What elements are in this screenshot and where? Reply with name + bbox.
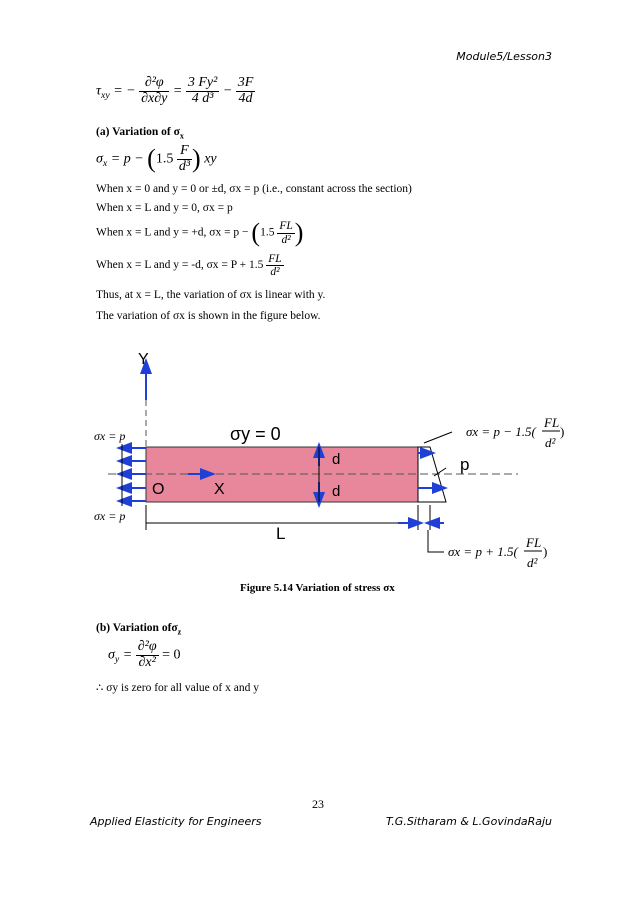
p-label: p	[460, 455, 470, 474]
sigma-x-rhs: = p −	[110, 151, 144, 167]
figure-caption: Figure 5.14 Variation of stress σx	[240, 582, 395, 594]
section-a-heading-sub: x	[179, 131, 184, 141]
sigma-x-tail: xy	[204, 151, 217, 167]
frac3-num: 3F	[237, 75, 254, 90]
line3-coef: 1.5	[260, 226, 275, 239]
frac1-den: ∂x∂y	[141, 90, 168, 106]
sigma-x-sub: x	[102, 158, 108, 170]
section-b-heading	[96, 622, 181, 636]
right-top-text: σx = p − 1.5(	[466, 424, 536, 439]
left-bottom-label: σx = p	[94, 509, 126, 523]
sigma-x-symbol: σ	[96, 151, 103, 167]
fraction-3	[236, 76, 256, 106]
text-line-1: When x = 0 and y = 0 or ±d, σx = p (i.e., constant across the section)	[96, 183, 412, 195]
sigma-y-symbol: σ	[108, 647, 115, 663]
line4-text: When x = L and y = -d, σx = P + 1.5	[96, 259, 264, 272]
line4-fraction	[266, 253, 283, 278]
right-top-num: FL	[544, 415, 560, 430]
section-b-heading-text: (b) Variation ofσ	[96, 622, 178, 634]
footer-authors: T.G.Sitharam & L.GovindaRaju	[385, 815, 552, 828]
fraction-2	[186, 76, 219, 106]
right-top-close: )	[560, 424, 565, 439]
depth-bottom-label: d	[332, 483, 341, 500]
sigma-x-den: d³	[178, 158, 191, 174]
sigma-x-num: F	[177, 144, 192, 160]
section-b-heading-sub: z	[177, 627, 182, 637]
left-stress-arrows	[124, 448, 146, 501]
line4-den: d²	[270, 266, 280, 279]
page-number: 23	[312, 797, 324, 811]
equation-tau-xy: $\tau_{xy}$ = − $\frac{\text{∂²φ}}{\partial x\partial y}$ = $\frac{\text{3 Fy²}}{\text{4 d³}}$ − $\frac{3F}{4d}$	[96, 75, 254, 106]
text-line-5: Thus, at x = L, the variation of σx is linear with y.	[96, 289, 326, 301]
line3-fraction	[277, 220, 294, 245]
right-bottom-den: d²	[527, 555, 538, 570]
y-axis-label: Y	[138, 351, 149, 368]
text-line-4	[96, 253, 284, 278]
text-line-6: The variation of σx is shown in the figure below.	[96, 310, 321, 322]
frac2-num: 3 Fy²	[187, 75, 218, 90]
sigma-y-sub: y	[114, 654, 120, 666]
equation-sigma-y: $\sigma_y$ = $\frac{\text{∂²φ}}{\text{∂x²}}$ = 0	[108, 639, 181, 670]
line4-num: FL	[268, 253, 282, 265]
equation-sigma-x: $\sigma_x = p - (1.5$ $\frac{F}{\text{d³}}$ ) xy	[96, 143, 217, 174]
text-line-3: When x = L and y = +d, σx = p − (1.5 $\frac{FL}{\text{d²}}$ )	[96, 218, 304, 247]
left-top-label: σx = p	[94, 429, 126, 443]
right-bottom-num: FL	[526, 535, 542, 550]
tau-symbol: τ	[96, 83, 102, 99]
sigma-y-den: ∂x²	[138, 654, 156, 670]
right-top-den: d²	[545, 435, 556, 450]
sigma-y-rhs: = 0	[162, 647, 181, 663]
text-line-2: When x = L and y = 0, σx = p	[96, 202, 233, 214]
line3-num: FL	[279, 220, 293, 233]
sigma-x-fraction	[177, 144, 192, 174]
depth-top-label: d	[332, 451, 341, 468]
line3-den: d²	[281, 233, 291, 246]
sigma-x-coef: 1.5	[155, 151, 174, 167]
right-bottom-close: )	[543, 544, 548, 559]
sigma-y-num: ∂²φ	[137, 639, 157, 654]
line3-text: When x = L and y = +d, σx = p −	[96, 226, 249, 239]
x-axis-label: X	[214, 481, 225, 498]
stress-figure	[88, 340, 568, 580]
frac3-den: 4d	[238, 90, 253, 106]
section-a-heading-text: (a) Variation of σ	[96, 126, 180, 138]
tau-subscript: xy	[101, 90, 110, 102]
fraction-1	[139, 76, 169, 106]
footer-book-title: Applied Elasticity for Engineers	[90, 815, 262, 828]
right-bottom-text: σx = p + 1.5(	[448, 544, 518, 559]
sigma-y-label: σy = 0	[230, 424, 281, 444]
conclusion-text: ∴ σy is zero for all value of x and y	[96, 682, 259, 694]
frac1-num: ∂²φ	[139, 76, 169, 92]
sigma-y-fraction	[136, 640, 159, 670]
length-label: L	[276, 524, 286, 543]
frac2-den: 4 d³	[191, 90, 214, 106]
origin-label: O	[152, 481, 165, 498]
section-a-heading	[96, 126, 184, 140]
page-header: Module5/Lesson3	[456, 50, 552, 63]
